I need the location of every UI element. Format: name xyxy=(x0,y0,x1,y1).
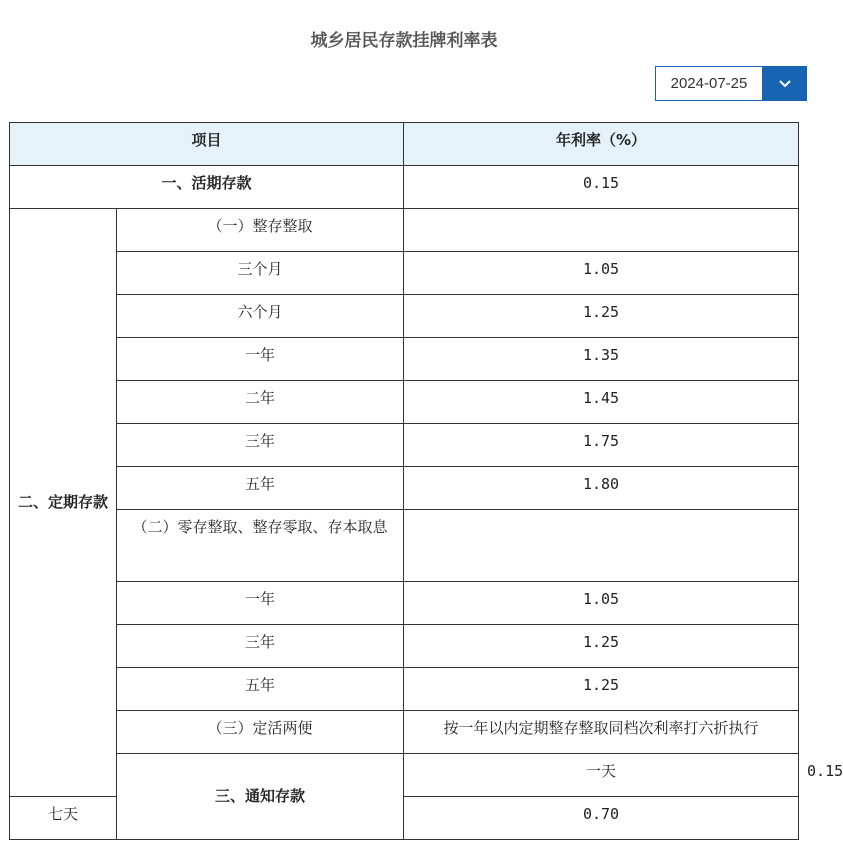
term-cell: 五年 xyxy=(117,668,404,711)
rate-cell: 1.05 xyxy=(404,252,799,295)
table-row xyxy=(10,582,799,625)
flexible-rate: 按一年以内定期整存整取同档次利率打六折执行 xyxy=(404,711,799,754)
term-cell: 二年 xyxy=(117,381,404,424)
rate-cell: 1.25 xyxy=(404,295,799,338)
table-header-row xyxy=(10,123,799,166)
chevron-down-icon xyxy=(778,79,792,88)
lump-rate-empty xyxy=(404,209,799,252)
table-row xyxy=(10,625,799,668)
table-row: 三、通知存款 一天 0.15 xyxy=(10,754,799,797)
demand-rate: 0.15 xyxy=(404,166,799,209)
table-row xyxy=(10,209,799,252)
term-cell: 三年 xyxy=(117,424,404,467)
rate-cell: 1.35 xyxy=(404,338,799,381)
table-row xyxy=(10,338,799,381)
term-cell: 六个月 xyxy=(117,295,404,338)
term-cell: 五年 xyxy=(117,467,404,510)
demand-label: 一、活期存款 xyxy=(10,166,404,209)
installment-label: （二）零存整取、整存零取、存本取息 xyxy=(117,510,404,582)
term-cell: 三年 xyxy=(117,625,404,668)
rate-cell: 1.25 xyxy=(404,625,799,668)
date-select-button[interactable] xyxy=(762,66,807,101)
rate-cell: 1.05 xyxy=(404,582,799,625)
table-row xyxy=(10,424,799,467)
table-row xyxy=(10,711,799,754)
notice-label: 三、通知存款 xyxy=(117,754,404,840)
term-cell: 一年 xyxy=(117,582,404,625)
installment-rate-empty xyxy=(404,510,799,582)
date-select-value[interactable]: 2024-07-25 xyxy=(655,66,762,101)
term-cell: 七天 xyxy=(10,797,117,840)
date-select[interactable] xyxy=(655,66,807,101)
term-cell: 三个月 xyxy=(117,252,404,295)
table-row xyxy=(10,381,799,424)
table-row xyxy=(10,510,799,582)
time-deposit-label: 二、定期存款 xyxy=(10,209,117,797)
table-row xyxy=(10,166,799,209)
table-row xyxy=(10,252,799,295)
flexible-label: （三）定活两便 xyxy=(117,711,404,754)
page-title: 城乡居民存款挂牌利率表 xyxy=(310,31,498,51)
table-row xyxy=(10,295,799,338)
rate-cell: 1.80 xyxy=(404,467,799,510)
term-cell: 一年 xyxy=(117,338,404,381)
table-row xyxy=(10,668,799,711)
rate-cell: 1.25 xyxy=(404,668,799,711)
table-row xyxy=(10,467,799,510)
header-rate: 年利率（%） xyxy=(404,123,799,166)
rate-table xyxy=(9,122,843,840)
term-cell: 一天 xyxy=(404,754,799,797)
rate-cell: 1.75 xyxy=(404,424,799,467)
header-item: 项目 xyxy=(10,123,404,166)
lump-label: （一）整存整取 xyxy=(117,209,404,252)
rate-cell: 1.45 xyxy=(404,381,799,424)
rate-cell: 0.70 xyxy=(404,797,799,840)
